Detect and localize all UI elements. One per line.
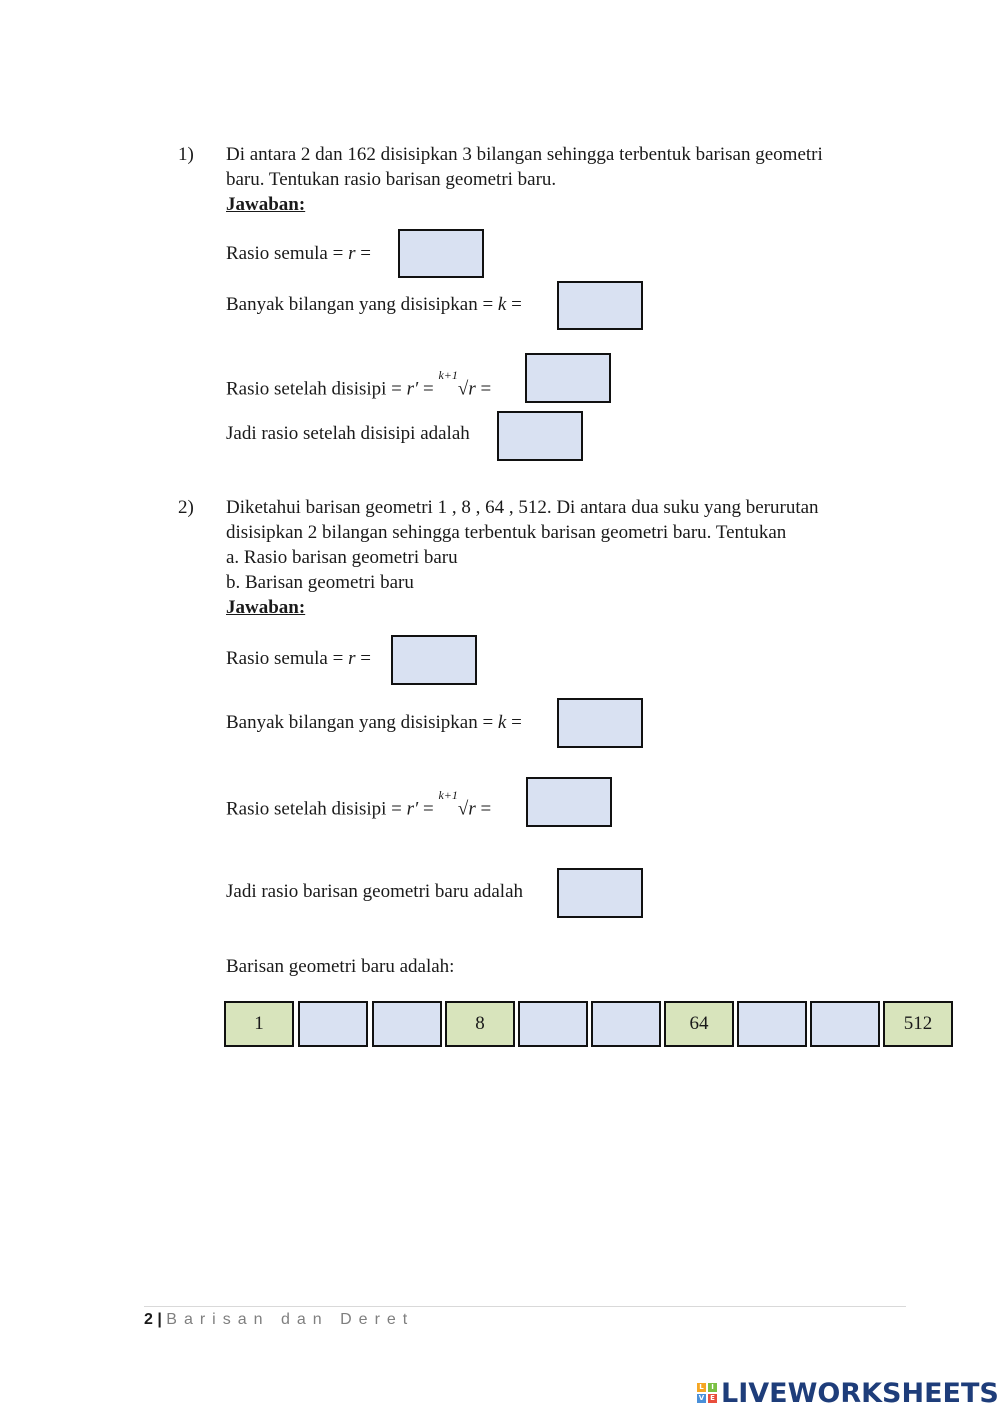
- root-symbol: $^{k+1}$√r: [438, 788, 476, 820]
- sequence-cell-3-input[interactable]: [372, 1001, 442, 1047]
- sequence-cell-6-input[interactable]: [591, 1001, 661, 1047]
- q2-k-input[interactable]: [557, 698, 643, 748]
- q1-conclusion: Jadi rasio setelah disisipi adalah: [226, 423, 470, 444]
- q1-rasio-setelah: Rasio setelah disisipi = r′ = $^{k+1}$√r =: [226, 368, 492, 400]
- logo-letter-e: E: [708, 1394, 717, 1403]
- sequence-cell-7: 64: [664, 1001, 734, 1047]
- footer-separator: |: [152, 1311, 167, 1328]
- sequence-cell-9-input[interactable]: [810, 1001, 880, 1047]
- sequence-cell-4: 8: [445, 1001, 515, 1047]
- brand-grid-icon: [697, 1383, 717, 1403]
- q1-conclusion-input[interactable]: [497, 411, 583, 461]
- brand-name: LIVEWORKSHEETS: [721, 1377, 999, 1409]
- q1-rasio-semula: Rasio semula = r =: [226, 243, 371, 264]
- sequence-cell-2-input[interactable]: [298, 1001, 368, 1047]
- footer-title: Barisan dan Deret: [166, 1311, 415, 1328]
- q2-r-input[interactable]: [391, 635, 477, 685]
- root-symbol: $^{k+1}$√r: [438, 368, 476, 400]
- q1-text-line2: baru. Tentukan rasio barisan geometri baru.: [226, 169, 557, 190]
- sequence-cell-10: 512: [883, 1001, 953, 1047]
- q2-answer-label: Jawaban:: [226, 597, 306, 618]
- q2-conclusion: Jadi rasio barisan geometri baru adalah: [226, 881, 524, 902]
- sequence-cell-8-input[interactable]: [737, 1001, 807, 1047]
- q2-item-b: b. Barisan geometri baru: [226, 572, 414, 593]
- q1-number: 1): [178, 144, 194, 165]
- logo-letter-i: I: [708, 1383, 717, 1392]
- q1-text-line1: Di antara 2 dan 162 disisipkan 3 bilangan sehingga terbentuk barisan geometri: [226, 144, 823, 165]
- q2-new-r-input[interactable]: [526, 777, 612, 827]
- q2-item-a: a. Rasio barisan geometri baru: [226, 547, 458, 568]
- sequence-cell-1: 1: [224, 1001, 294, 1047]
- logo-letter-v: V: [698, 1394, 705, 1402]
- q1-r-input[interactable]: [398, 229, 484, 278]
- footer-divider: [144, 1306, 906, 1307]
- sequence-cell-5-input[interactable]: [518, 1001, 588, 1047]
- q2-text-line2: disisipkan 2 bilangan sehingga terbentuk barisan geometri baru. Tentukan: [226, 522, 787, 543]
- q1-new-r-input[interactable]: [525, 353, 611, 403]
- q1-answer-label: Jawaban:: [226, 194, 306, 215]
- page-number: 2: [144, 1311, 153, 1328]
- logo-letter-l: L: [697, 1383, 706, 1392]
- q2-banyak-bilangan: Banyak bilangan yang disisipkan = k =: [226, 712, 522, 733]
- page-footer: [144, 1308, 414, 1332]
- q2-text-line1: Diketahui barisan geometri 1 , 8 , 64 , 512. Di antara dua suku yang berurutan: [226, 497, 819, 518]
- q2-rasio-semula: Rasio semula = r =: [226, 648, 371, 669]
- liveworksheets-logo: [697, 1377, 999, 1409]
- q1-k-input[interactable]: [557, 281, 643, 330]
- q2-sequence-label: Barisan geometri baru adalah:: [226, 956, 455, 977]
- q2-rasio-setelah: Rasio setelah disisipi = r′ = $^{k+1}$√r =: [226, 788, 492, 820]
- q2-number: 2): [178, 497, 194, 518]
- q1-banyak-bilangan: Banyak bilangan yang disisipkan = k =: [226, 294, 522, 315]
- q2-conclusion-input[interactable]: [557, 868, 643, 918]
